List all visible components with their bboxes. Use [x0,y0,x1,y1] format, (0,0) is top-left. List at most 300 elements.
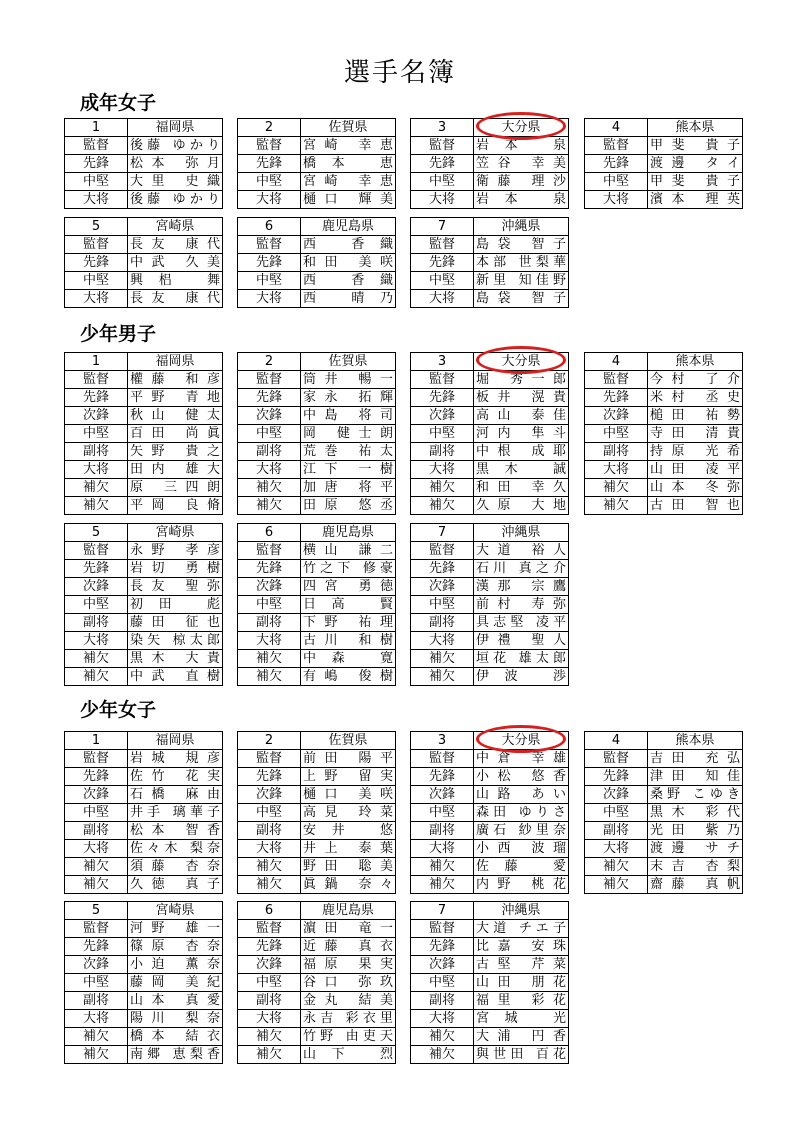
team-number: 2 [238,119,301,137]
player-name: 大浦 円香 [474,1028,569,1046]
player-row [411,254,569,272]
position-label: 大将 [411,1010,474,1028]
team-number: 4 [585,119,648,137]
player-row [65,155,223,173]
player-row [65,822,223,840]
player-row [65,407,223,425]
position-label: 先鋒 [65,254,128,272]
player-name: 日高 賢 [301,596,396,614]
position-label: 先鋒 [238,389,301,407]
team-number: 4 [585,353,648,371]
player-row [585,786,743,804]
player-row [411,371,569,389]
player-row [411,992,569,1010]
player-name: 長友 聖弥 [128,578,223,596]
team-header-row [411,218,569,236]
position-label: 次鋒 [238,407,301,425]
position-label: 補欠 [585,497,648,515]
player-name: 眞鍋 奈々 [301,876,396,894]
player-name: 樋口 美咲 [301,786,396,804]
position-label: 補欠 [238,650,301,668]
position-label: 次鋒 [238,956,301,974]
player-row [65,461,223,479]
player-row [65,371,223,389]
team-number: 3 [411,119,474,137]
player-row [585,173,743,191]
position-label: 補欠 [65,876,128,894]
position-label: 先鋒 [585,389,648,407]
player-name: 伊波 渉 [474,668,569,686]
player-row [65,750,223,768]
player-row [585,191,743,209]
player-name: 岩切 勇樹 [128,560,223,578]
player-name: 井手 璃華子 [128,804,223,822]
player-name: 横山 謙二 [301,542,396,560]
player-name: 甲斐 貴子 [648,173,743,191]
player-name: 平野 青地 [128,389,223,407]
position-label: 次鋒 [238,786,301,804]
position-label: 監督 [65,750,128,768]
player-name: 橋本 恵 [301,155,396,173]
position-label: 中堅 [585,173,648,191]
player-row [65,768,223,786]
position-label: 監督 [585,137,648,155]
position-label: 副将 [411,614,474,632]
player-row [411,750,569,768]
prefecture-name: 沖縄県 [474,218,569,236]
position-label: 先鋒 [411,254,474,272]
player-name: 松本 弥月 [128,155,223,173]
team-header-row [65,732,223,750]
position-label: 副将 [238,614,301,632]
team-roster-table [410,901,569,1064]
player-row [65,876,223,894]
player-row [411,407,569,425]
player-row [238,840,396,858]
player-row [411,1028,569,1046]
player-row [411,786,569,804]
player-name: 高山 泰佳 [474,407,569,425]
team-header-row [238,732,396,750]
player-name: 荒巻 祐太 [301,443,396,461]
team-number: 5 [65,218,128,236]
player-row [238,992,396,1010]
prefecture-name: 大分県 [474,353,569,371]
player-name: 甲斐 貴子 [648,137,743,155]
team-header-row [411,524,569,542]
player-row [411,173,569,191]
position-label: 監督 [411,750,474,768]
position-label: 次鋒 [585,407,648,425]
player-name: 中武 直樹 [128,668,223,686]
player-row [585,768,743,786]
player-name: 小迫 薫奈 [128,956,223,974]
position-label: 副将 [585,443,648,461]
position-label: 監督 [65,920,128,938]
position-label: 補欠 [411,479,474,497]
section-heading: 少年男子 [80,323,157,345]
player-row [411,876,569,894]
player-name: 山田 凌平 [648,461,743,479]
player-name: 下野 祐理 [301,614,396,632]
prefecture-name: 福岡県 [128,353,223,371]
team-number: 6 [238,524,301,542]
team-header-row [238,218,396,236]
player-row [238,804,396,822]
player-name: 田原 悠丞 [301,497,396,515]
player-name: 吉田 充弘 [648,750,743,768]
player-row [65,596,223,614]
position-label: 中堅 [585,425,648,443]
player-name: 上野 留実 [301,768,396,786]
player-name: 福里 彩花 [474,992,569,1010]
position-label: 大将 [238,1010,301,1028]
player-name: 槌田 祐勢 [648,407,743,425]
prefecture-name: 福岡県 [128,732,223,750]
player-name: 後藤 ゆかり [128,137,223,155]
player-name: 井上 泰葉 [301,840,396,858]
player-row [585,443,743,461]
player-row [238,650,396,668]
position-label: 副将 [65,614,128,632]
player-row [238,443,396,461]
position-label: 中堅 [411,804,474,822]
player-row [65,668,223,686]
position-label: 監督 [238,236,301,254]
player-row [585,822,743,840]
position-label: 次鋒 [65,786,128,804]
position-label: 大将 [411,840,474,858]
prefecture-name: 熊本県 [648,119,743,137]
team-roster-table [237,118,396,209]
position-label: 中堅 [411,974,474,992]
position-label: 先鋒 [65,938,128,956]
player-name: 島袋 智子 [474,236,569,254]
player-name: 佐竹 花実 [128,768,223,786]
team-header-row [238,902,396,920]
player-name: 小松 悠香 [474,768,569,786]
player-row [585,804,743,822]
player-name: 須藤 杏奈 [128,858,223,876]
team-header-row [65,353,223,371]
player-row [411,290,569,308]
player-row [585,371,743,389]
player-name: 近藤 真衣 [301,938,396,956]
player-row [238,920,396,938]
player-name: 石橋 麻由 [128,786,223,804]
position-label: 大将 [585,191,648,209]
team-header-row [65,218,223,236]
player-row [585,876,743,894]
player-row [238,1028,396,1046]
player-row [238,822,396,840]
position-label: 監督 [65,236,128,254]
position-label: 副将 [238,992,301,1010]
player-name: 古堅 芹菜 [474,956,569,974]
prefecture-name: 熊本県 [648,732,743,750]
position-label: 次鋒 [411,956,474,974]
player-name: 有嶋 俊樹 [301,668,396,686]
player-row [238,578,396,596]
player-row [238,290,396,308]
player-row [65,389,223,407]
player-name: 四宮 勇徳 [301,578,396,596]
player-name: 永野 孝彦 [128,542,223,560]
team-roster-table [64,118,223,209]
player-row [65,840,223,858]
player-name: 原 三四朗 [128,479,223,497]
prefecture-name: 宮崎県 [128,218,223,236]
position-label: 大将 [238,191,301,209]
player-name: 矢野 貴之 [128,443,223,461]
player-row [65,974,223,992]
position-label: 監督 [65,371,128,389]
position-label: 補欠 [238,876,301,894]
position-label: 先鋒 [238,560,301,578]
position-label: 先鋒 [238,938,301,956]
player-row [65,272,223,290]
player-name: 山田 朋花 [474,974,569,992]
player-name: 宮崎 幸恵 [301,137,396,155]
player-row [411,479,569,497]
player-row [65,614,223,632]
player-row [411,461,569,479]
position-label: 先鋒 [238,155,301,173]
team-number: 7 [411,218,474,236]
position-label: 中堅 [65,596,128,614]
player-name: 桑野 こゆき [648,786,743,804]
section-heading: 少年女子 [80,699,157,721]
player-row [585,858,743,876]
player-name: 寺田 清貴 [648,425,743,443]
player-name: 津田 知佳 [648,768,743,786]
position-label: 補欠 [585,479,648,497]
position-label: 中堅 [411,425,474,443]
player-row [238,191,396,209]
position-label: 大将 [411,632,474,650]
player-row [65,560,223,578]
player-name: 衛藤 理沙 [474,173,569,191]
team-number: 6 [238,218,301,236]
position-label: 先鋒 [65,768,128,786]
player-row [65,425,223,443]
prefecture-name: 沖縄県 [474,524,569,542]
player-name: 谷口 弥玖 [301,974,396,992]
team-number: 1 [65,353,128,371]
player-name: 藤岡 美紀 [128,974,223,992]
team-header-row [585,119,743,137]
position-label: 補欠 [411,1028,474,1046]
player-row [411,596,569,614]
player-row [238,173,396,191]
team-header-row [238,119,396,137]
position-label: 監督 [411,137,474,155]
position-label: 中堅 [411,173,474,191]
player-row [65,542,223,560]
player-row [238,750,396,768]
position-label: 中堅 [65,173,128,191]
player-name: 内野 桃花 [474,876,569,894]
player-row [411,560,569,578]
team-number: 1 [65,732,128,750]
position-label: 副将 [65,443,128,461]
player-name: 伊禮 聖人 [474,632,569,650]
player-name: 山本 冬弥 [648,479,743,497]
player-row [411,272,569,290]
player-row [238,768,396,786]
player-row [65,290,223,308]
player-row [411,1046,569,1064]
position-label: 先鋒 [411,389,474,407]
player-name: 濵田 竜一 [301,920,396,938]
player-row [65,650,223,668]
position-label: 補欠 [238,497,301,515]
player-name: 持原 光希 [648,443,743,461]
team-roster-table [584,731,743,894]
player-row [238,272,396,290]
player-row [238,560,396,578]
player-row [411,155,569,173]
position-label: 大将 [411,290,474,308]
player-name: 中森 寛 [301,650,396,668]
player-name: 中島 将司 [301,407,396,425]
position-label: 副将 [238,443,301,461]
team-number: 5 [65,902,128,920]
player-row [65,137,223,155]
position-label: 監督 [411,236,474,254]
prefecture-name: 佐賀県 [301,119,396,137]
prefecture-name: 福岡県 [128,119,223,137]
player-row [411,389,569,407]
player-name: 前田 陽平 [301,750,396,768]
team-number: 2 [238,353,301,371]
player-name: 橋本 結衣 [128,1028,223,1046]
position-label: 補欠 [238,1028,301,1046]
player-name: 和田 美咲 [301,254,396,272]
player-name: 中倉 幸雄 [474,750,569,768]
player-row [585,497,743,515]
player-name: 南郷 恵梨香 [128,1046,223,1064]
team-number: 6 [238,902,301,920]
position-label: 監督 [65,542,128,560]
player-row [411,920,569,938]
player-row [585,407,743,425]
position-label: 副将 [411,992,474,1010]
position-label: 補欠 [411,668,474,686]
player-name: 具志堅 凌平 [474,614,569,632]
position-label: 補欠 [411,1046,474,1064]
player-row [238,858,396,876]
player-name: 永吉 彩衣里 [301,1010,396,1028]
player-row [411,236,569,254]
position-label: 大将 [411,461,474,479]
team-roster-table [410,352,569,515]
position-label: 監督 [238,371,301,389]
player-name: 染矢 椋太郎 [128,632,223,650]
position-label: 中堅 [411,596,474,614]
position-label: 監督 [411,920,474,938]
position-label: 次鋒 [411,578,474,596]
player-name: 笠谷 幸美 [474,155,569,173]
player-name: 竹之下 修豪 [301,560,396,578]
player-row [65,804,223,822]
position-label: 補欠 [65,1046,128,1064]
player-name: 福原 果実 [301,956,396,974]
player-name: 和田 幸久 [474,479,569,497]
player-row [585,461,743,479]
team-roster-table [64,523,223,686]
position-label: 中堅 [238,173,301,191]
player-row [585,389,743,407]
team-number: 7 [411,902,474,920]
player-row [65,632,223,650]
player-row [411,858,569,876]
position-label: 次鋒 [585,786,648,804]
player-name: 山下 烈 [301,1046,396,1064]
player-name: 佐々木 梨奈 [128,840,223,858]
player-name: 濱本 理英 [648,191,743,209]
position-label: 次鋒 [411,407,474,425]
player-row [238,497,396,515]
section-heading: 成年女子 [80,92,157,114]
player-name: 廣石 紗里奈 [474,822,569,840]
team-roster-table [237,731,396,894]
position-label: 補欠 [65,1028,128,1046]
prefecture-name: 鹿児島県 [301,524,396,542]
highlight-circle [476,112,566,140]
position-label: 先鋒 [585,155,648,173]
position-label: 副将 [65,822,128,840]
prefecture-name: 熊本県 [648,353,743,371]
player-name: 石川 真之介 [474,560,569,578]
team-roster-table [237,901,396,1064]
team-number: 2 [238,732,301,750]
player-row [238,542,396,560]
team-number: 3 [411,353,474,371]
team-number: 1 [65,119,128,137]
player-row [238,371,396,389]
position-label: 先鋒 [411,938,474,956]
player-name: 渡邊 サチ [648,840,743,858]
player-name: 河野 雄一 [128,920,223,938]
position-label: 大将 [238,461,301,479]
team-roster-table [584,352,743,515]
player-name: 垣花 雄太郎 [474,650,569,668]
team-number: 3 [411,732,474,750]
prefecture-name: 佐賀県 [301,353,396,371]
prefecture-name: 大分県 [474,119,569,137]
team-header-row [65,119,223,137]
player-name: 藤田 征也 [128,614,223,632]
player-row [585,155,743,173]
player-name: 宮城 光 [474,1010,569,1028]
player-row [411,768,569,786]
player-row [238,137,396,155]
player-row [238,461,396,479]
team-roster-table [64,352,223,515]
position-label: 次鋒 [65,956,128,974]
player-name: 新里 知佳野 [474,272,569,290]
position-label: 監督 [585,750,648,768]
position-label: 補欠 [411,650,474,668]
player-name: 安井 悠 [301,822,396,840]
player-row [65,173,223,191]
player-name: 佐藤 愛 [474,858,569,876]
player-name: 堀 秀一郎 [474,371,569,389]
player-row [238,155,396,173]
player-row [411,137,569,155]
position-label: 中堅 [65,425,128,443]
